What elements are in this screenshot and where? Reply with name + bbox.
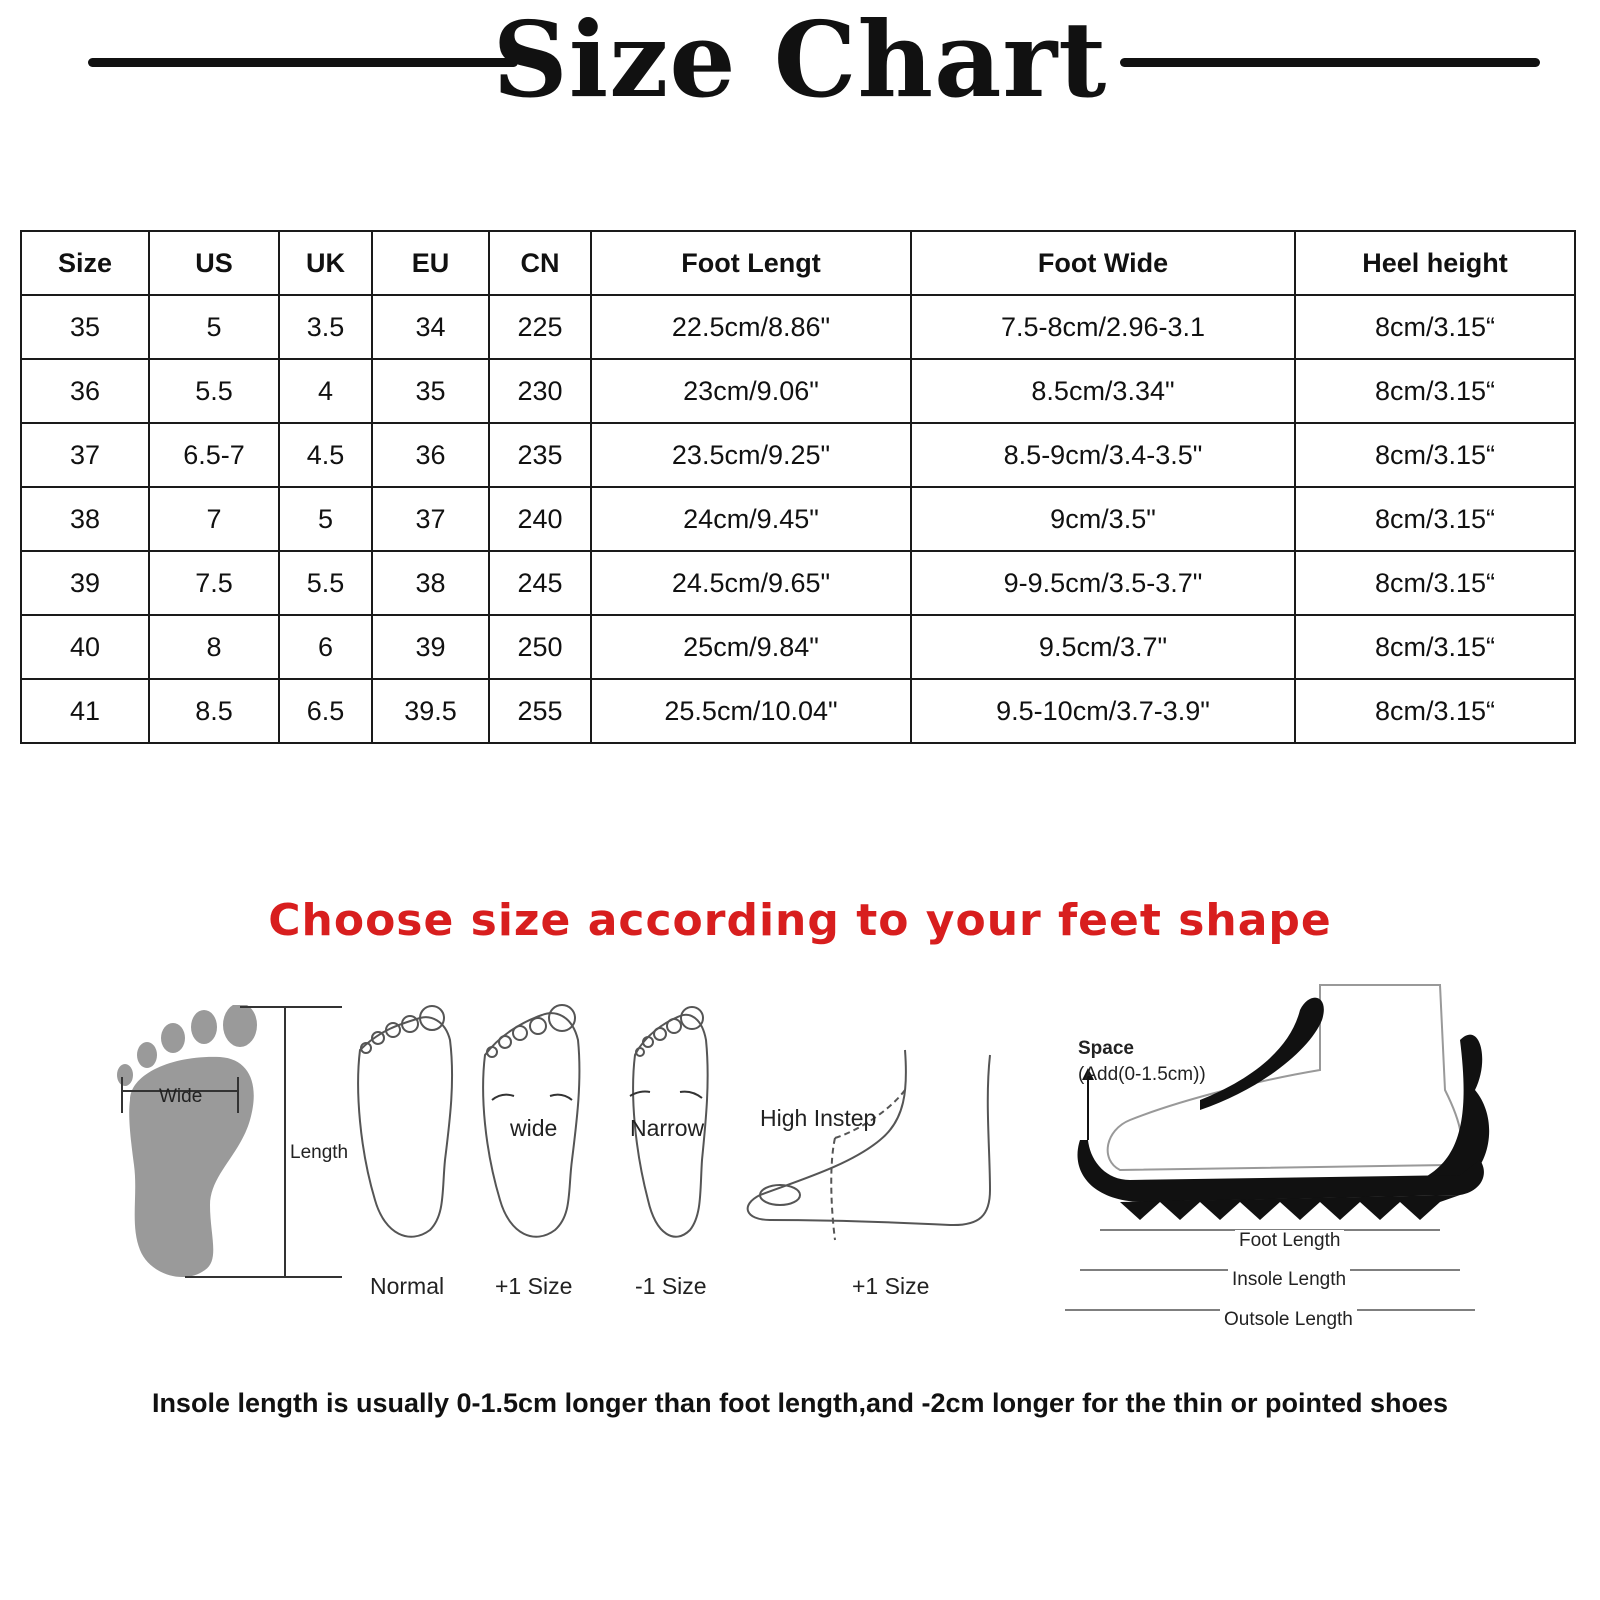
table-cell: 8cm/3.15“	[1295, 423, 1575, 487]
table-cell: 8cm/3.15“	[1295, 551, 1575, 615]
table-cell: 5	[279, 487, 372, 551]
table-row	[21, 295, 1575, 359]
table-cell: 8cm/3.15“	[1295, 679, 1575, 743]
table-cell: 4	[279, 359, 372, 423]
shoe-icon	[1078, 985, 1490, 1220]
header-cell: US	[149, 231, 279, 295]
page-title: Size Chart	[492, 0, 1108, 121]
table-cell: 235	[489, 423, 591, 487]
table-cell: 23.5cm/9.25"	[591, 423, 911, 487]
table-cell: 7.5-8cm/2.96-3.1	[911, 295, 1295, 359]
table-row	[21, 551, 1575, 615]
table-cell: 6.5	[279, 679, 372, 743]
table-cell: 5	[149, 295, 279, 359]
table-cell: 7	[149, 487, 279, 551]
table-cell: 8cm/3.15“	[1295, 615, 1575, 679]
table-cell: 4.5	[279, 423, 372, 487]
table-cell: 25cm/9.84"	[591, 615, 911, 679]
table-row	[21, 359, 1575, 423]
wide-advice: +1 Size	[495, 1273, 573, 1299]
foot-silhouette-icon	[117, 1005, 257, 1277]
high-instep-foot-icon	[748, 1050, 990, 1240]
table-cell: 225	[489, 295, 591, 359]
table-header-row	[21, 231, 1575, 295]
table-row	[21, 487, 1575, 551]
table-cell: 3.5	[279, 295, 372, 359]
table-cell: 37	[21, 423, 149, 487]
table-cell: 35	[372, 359, 489, 423]
insole-note: Insole length is usually 0-1.5cm longer than foot length,and -2cm longer for the thin or pointed shoes	[151, 1388, 1449, 1418]
header-cell: UK	[279, 231, 372, 295]
table-cell: 8cm/3.15“	[1295, 487, 1575, 551]
header-cell: EU	[372, 231, 489, 295]
table-cell: 5.5	[279, 551, 372, 615]
table-cell: 8	[149, 615, 279, 679]
table-cell: 41	[21, 679, 149, 743]
table-cell: 245	[489, 551, 591, 615]
high-instep-advice: +1 Size	[852, 1273, 930, 1299]
table-cell: 9cm/3.5"	[911, 487, 1295, 551]
table-cell: 240	[489, 487, 591, 551]
table-cell: 40	[21, 615, 149, 679]
table-cell: 9.5-10cm/3.7-3.9"	[911, 679, 1295, 743]
header-cell: Foot Wide	[911, 231, 1295, 295]
header-cell: Heel height	[1295, 231, 1575, 295]
space-note: (Add(0-1.5cm))	[1078, 1064, 1206, 1085]
table-cell: 34	[372, 295, 489, 359]
guide-title: Choose size according to your feet shape	[268, 895, 1332, 946]
table-cell: 25.5cm/10.04"	[591, 679, 911, 743]
table-cell: 255	[489, 679, 591, 743]
table-cell: 6.5-7	[149, 423, 279, 487]
table-cell: 36	[372, 423, 489, 487]
wide-label: Wide	[159, 1086, 203, 1107]
table-cell: 9.5cm/3.7"	[911, 615, 1295, 679]
table-cell: 39.5	[372, 679, 489, 743]
table-cell: 24.5cm/9.65"	[591, 551, 911, 615]
table-cell: 8.5	[149, 679, 279, 743]
table-cell: 23cm/9.06"	[591, 359, 911, 423]
table-row	[21, 423, 1575, 487]
table-cell: 36	[21, 359, 149, 423]
table-cell: 38	[21, 487, 149, 551]
header-cell: Size	[21, 231, 149, 295]
table-cell: 5.5	[149, 359, 279, 423]
table-cell: 39	[21, 551, 149, 615]
header-cell: Foot Lengt	[591, 231, 911, 295]
table-cell: 24cm/9.45"	[591, 487, 911, 551]
table-cell: 8cm/3.15“	[1295, 295, 1575, 359]
size-table	[20, 230, 1576, 744]
table-cell: 250	[489, 615, 591, 679]
table-cell: 22.5cm/8.86"	[591, 295, 911, 359]
table-cell: 8cm/3.15“	[1295, 359, 1575, 423]
table-row	[21, 615, 1575, 679]
space-label: Space	[1078, 1038, 1134, 1059]
normal-advice: Normal	[370, 1273, 445, 1299]
table-cell: 35	[21, 295, 149, 359]
table-row	[21, 679, 1575, 743]
outsole-length-label: Outsole Length	[1220, 1309, 1357, 1331]
foot-length-label: Foot Length	[1235, 1230, 1344, 1252]
high-instep-label: High Instep	[760, 1105, 877, 1131]
table-cell: 39	[372, 615, 489, 679]
table-cell: 38	[372, 551, 489, 615]
table-cell: 9-9.5cm/3.5-3.7"	[911, 551, 1295, 615]
table-cell: 230	[489, 359, 591, 423]
table-cell: 8.5-9cm/3.4-3.5"	[911, 423, 1295, 487]
wide-foot-label: wide	[510, 1115, 558, 1141]
narrow-advice: -1 Size	[635, 1273, 707, 1299]
table-cell: 8.5cm/3.34"	[911, 359, 1295, 423]
table-cell: 7.5	[149, 551, 279, 615]
insole-length-label: Insole Length	[1228, 1269, 1350, 1291]
normal-foot-icon	[358, 1006, 452, 1237]
narrow-foot-label: Narrow	[630, 1115, 705, 1141]
table-cell: 37	[372, 487, 489, 551]
length-label: Length	[290, 1142, 349, 1163]
table-cell: 6	[279, 615, 372, 679]
header-cell: CN	[489, 231, 591, 295]
